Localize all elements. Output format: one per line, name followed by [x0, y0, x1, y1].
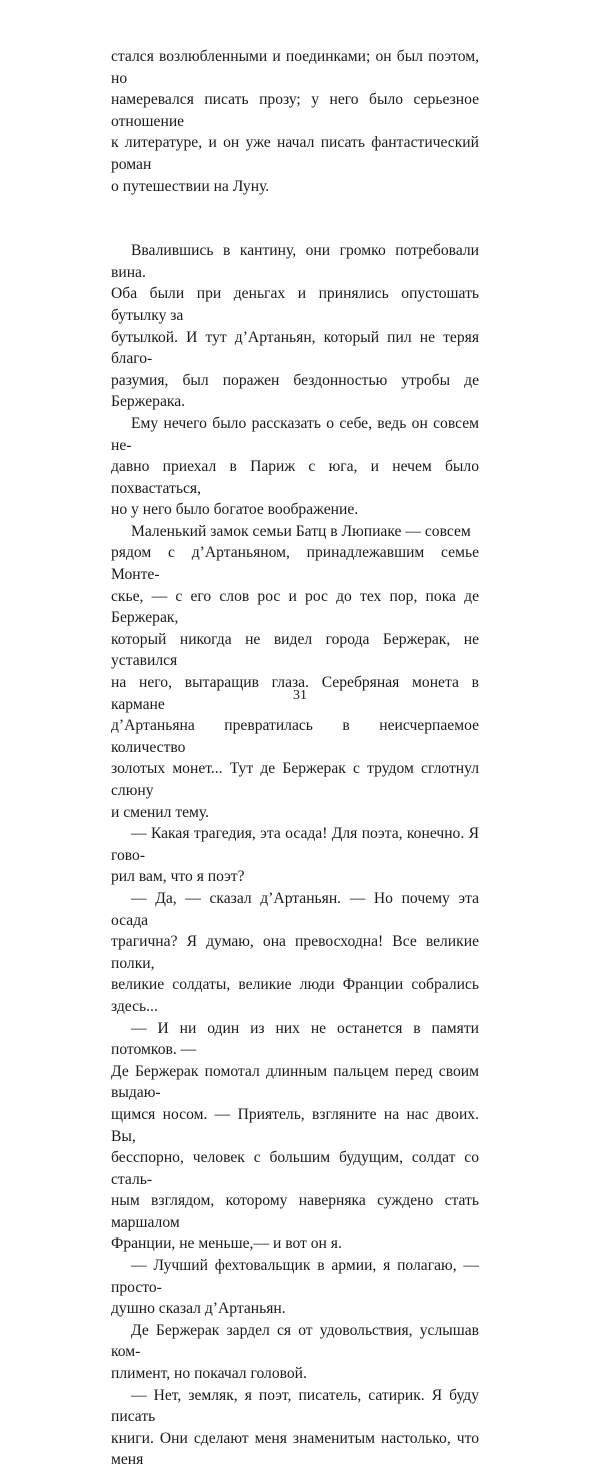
paragraph: стался возлюбленными и поединками; он был поэтом, но намеревался писать прозу; у него было серьезное отношение к литературе, и он уже начал писать фантастический роман о путешествии на Луну.: [111, 48, 479, 195]
paragraph: — Лучший фехтовальщик в армии, я полагаю, — просто- душно сказал д’Артаньян.: [111, 1257, 479, 1318]
page-number: 31: [293, 688, 307, 703]
page-text: [111, 46, 479, 1471]
paragraph: — Да, — сказал д’Артаньян. — Но почему эта осада трагична? Я думаю, она превосходна! Все великие полки, великие солдаты, великие люди Франции собрались здесь...: [111, 889, 479, 1015]
paragraph: Де Бержерак зардел ся от удовольствия, услышав ком- плимент, но покачал головой.: [111, 1321, 479, 1383]
paragraph: Маленький замок семьи Батц в Люпиаке — совсем рядом с д’Артаньяном, принадлежавшим семье Монте- скье, — с его слов рос и рос до тех пор, пока де Бержерак, который никогда не видел города Бержерак, не уставился на него, вытаращив глаза. Серебряная монета в кармане д’Артаньяна превратилась в неисчерпаемое количество золотых монет... Тут де Бержерак с трудом сглотнул слюну и сменил тему.: [111, 522, 479, 821]
paragraph: — И ни один из них не останется в памяти потомков. — Де Бержерак помотал длинным пальцем перед своим выдаю- щимся носом. — Приятель, взгляните на нас двоих. Вы, бесспорно, человек с большим будущим, солдат со сталь- ным взглядом, которому наверняка суждено стать маршалом Франции, не меньше,— и вот он я.: [111, 1019, 479, 1253]
paragraph: Ввалившись в кантину, они громко потребовали вина. Оба были при деньгах и принялись опустошать бутылку за бутылкой. И тут д’Артаньян, который пил не теряя благо- разумия, был поражен бездонностью утробы де Бержерака.: [111, 242, 479, 411]
paragraph: Ему нечего было рассказать о себе, ведь он совсем не- давно приехал в Париж с юга, и нечем было похвастаться, но у него было богатое воображение.: [111, 414, 479, 519]
paragraph: — Какая трагедия, эта осада! Для поэта, конечно. Я гово- рил вам, что я поэт?: [111, 825, 479, 886]
paragraph: — Нет, земляк, я поэт, писатель, сатирик. Я буду писать книги. Они сделают меня знаменитым настолько, что меня: [111, 1386, 479, 1469]
